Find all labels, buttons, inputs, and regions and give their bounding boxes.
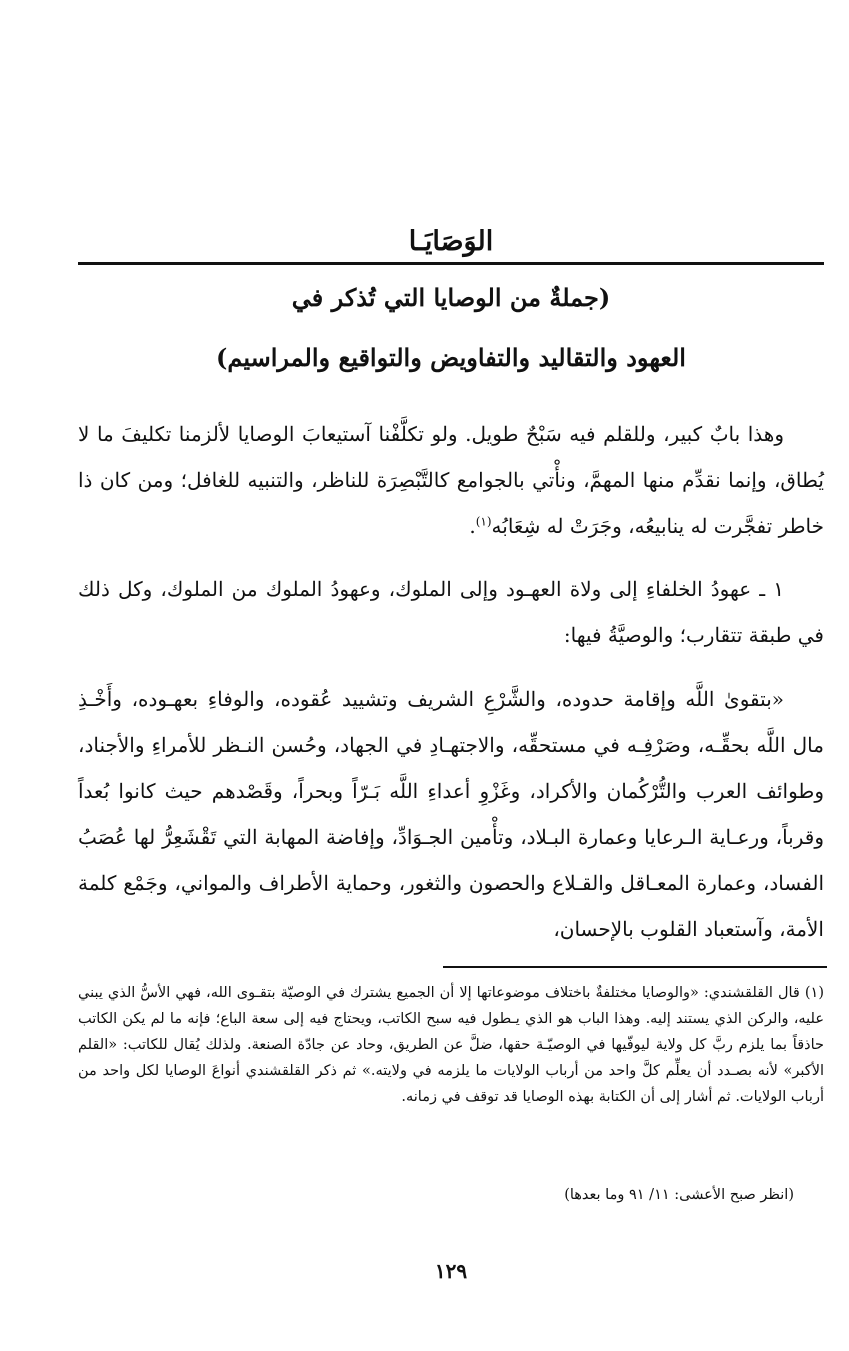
- section-title-line-1: (جملةٌ من الوصايا التي تُذكر في: [291, 283, 611, 312]
- footnote-1: (١) قال القلقشندي: «والوصايا مختلفةٌ باختلاف موضوعاتها إلا أن الجميع يشترك في الوصيّة بتقـوى الله، فهي الأسُّ الذي يبني عليه، والركن الذي يستند إليه. وهذا الباب هو الذي يـطول فيه سبح الكاتب، ويحتاج فيه إلى سعة الباع؛ فإنه ما لم يكن الكاتب حاذقاً بما يلزم ربَّ كل ولاية ليوفّيها في الوصيّـة حقها، ضلَّ عن الطريق، وحاد عن جادّة الصنعة. ولذلك يُقال للكاتب: «القلم الأكبر» لأنه بصـدد أن يعلِّم كلَّ واحد من أرباب الولايات ما يلزمه في ولايته.» ثم ذكر القلقشندي أنواعَ الوصايا لكل واحد من أرباب الولايات. ثم أشار إلى أن الكتابة بهذه الوصايا قد توقف في زمانه.: [78, 985, 824, 1105]
- paragraph-item-1: ١ ـ عهودُ الخلفاءِ إلى ولاة العهـود وإلى الملوك، وعهودُ الملوك من الملوك، وكل ذلك في طبقة تتقارب؛ والوصيَّةُ فيها:: [78, 577, 824, 647]
- paragraph-covenant-quote: «بتقوىٰ اللَّه وإقامة حدوده، والشَّرْعِ الشريف وتشييد عُقوده، والوفاءِ بعهـوده، وأَخْـذِ مال اللَّه بحقِّـه، وصَرْفِـه في مستحقِّه، والاجتهـادِ في الجهاد، وحُسن النـظر للأمراءِ والأجناد، وطوائف العرب والتُّرْكُمان والأكراد، وغَزْوِ أعداءِ اللَّه بَـرّاً وبحراً، وقَصْدهم حيث كانوا بُعداً وقرباً، ورعـاية الـرعايا وعمارة البـلاد، وتأْمين الجـوَادِّ، وإفاضة المهابة التي تَقْشَعِرُّ لها عُصَبُ الفساد، وعمارة المعـاقل والقـلاع والحصون والثغور، وحماية الأطراف والمواني، وجَمْع كلمة الأمة، وآستعباد القلوب بالإحسان،: [78, 687, 824, 941]
- intro-paragraph-text: وهذا بابٌ كبير، وللقلم فيه سَبْحٌ طويل. ولو تكلَّفْنا آستيعابَ الوصايا لألزمنا تكليفَ ما لا يُطاق، وإنما نقدِّم منها المهمَّ، ونأْتي بالجوامع كالتَّبْصِرَة للناظر، والتنبيه للغافل؛ ومن كان ذا خاطر تفجَّرت له ينابيعُه، وجَرَتْ له شِعَابُه: [78, 422, 824, 538]
- header-rule: [78, 262, 824, 265]
- page-number: ١٢٩: [434, 1259, 468, 1283]
- intro-paragraph: [78, 411, 824, 549]
- footnote-reference-mark: (١): [475, 514, 492, 529]
- intro-paragraph-end: .: [469, 514, 476, 538]
- footnote-source: (انظر صبح الأعشى: ١١/ ٩١ وما بعدها): [564, 1187, 794, 1203]
- section-title-line-2: العهود والتقاليد والتفاويض والتواقيع والمراسيم): [216, 343, 686, 372]
- footnote-separator: [443, 966, 827, 968]
- running-head: الوَصَايَـا: [408, 226, 494, 257]
